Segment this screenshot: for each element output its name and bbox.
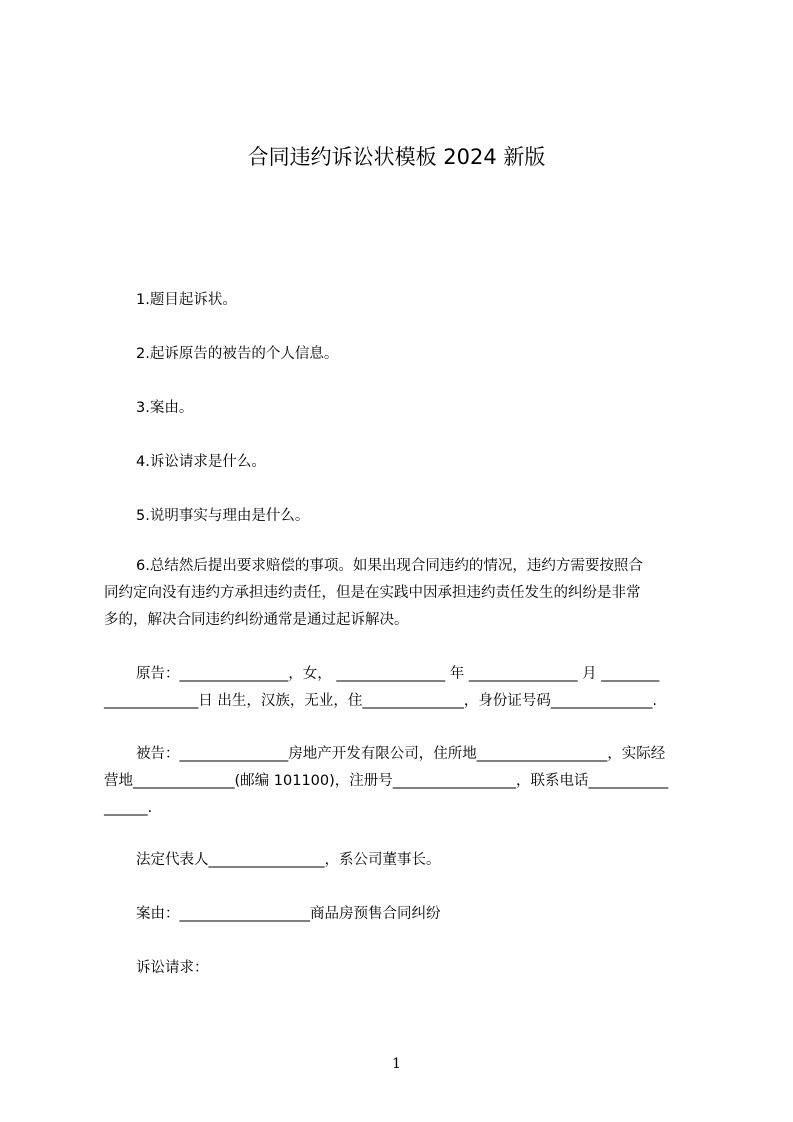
item-6-line-3: 多的，解决合同违约纠纷通常是通过起诉解决。 <box>104 612 409 628</box>
list-item: 2.起诉原告的被告的个人信息。 <box>136 346 339 362</box>
item-6-paragraph <box>104 553 714 634</box>
document-title: 合同违约诉讼状模板 2024 新版 <box>247 145 546 169</box>
defendant-line-2: 营地______________(邮编 101100)，注册号_________________，联系电话___________ <box>104 773 669 789</box>
list-item: 3.案由。 <box>136 400 194 416</box>
case-cause: 案由：__________________商品房预售合同纠纷 <box>136 906 441 922</box>
defendant-line-1: 被告：_______________房地产开发有限公司，住所地__________________，实际经 <box>136 746 666 762</box>
legal-representative: 法定代表人________________，系公司董事长。 <box>136 852 441 868</box>
defendant-line-3: ______. <box>104 800 153 816</box>
page-number: 1 <box>392 1056 401 1072</box>
list-item: 4.诉讼请求是什么。 <box>136 454 266 470</box>
item-6-line-1: 6.总结然后提出要求赔偿的事项。如果出现合同违约的情况，违约方需要按照合 <box>136 558 643 574</box>
list-item: 5.说明事实与理由是什么。 <box>136 508 310 524</box>
list-item: 1.题目起诉状。 <box>136 292 237 308</box>
plaintiff-paragraph <box>104 661 714 715</box>
defendant-paragraph <box>104 741 714 822</box>
plaintiff-line-1: 原告：_______________，女， _______________ 年 _______________ 月 ________ <box>136 666 660 682</box>
plaintiff-line-2: _____________日 出生，汉族，无业，住______________，身份证号码______________. <box>104 693 657 709</box>
item-6-line-2: 同约定向没有违约方承担违约责任，但是在实践中因承担违约责任发生的纠纷是非常 <box>104 585 641 601</box>
claims-heading: 诉讼请求： <box>136 960 209 976</box>
